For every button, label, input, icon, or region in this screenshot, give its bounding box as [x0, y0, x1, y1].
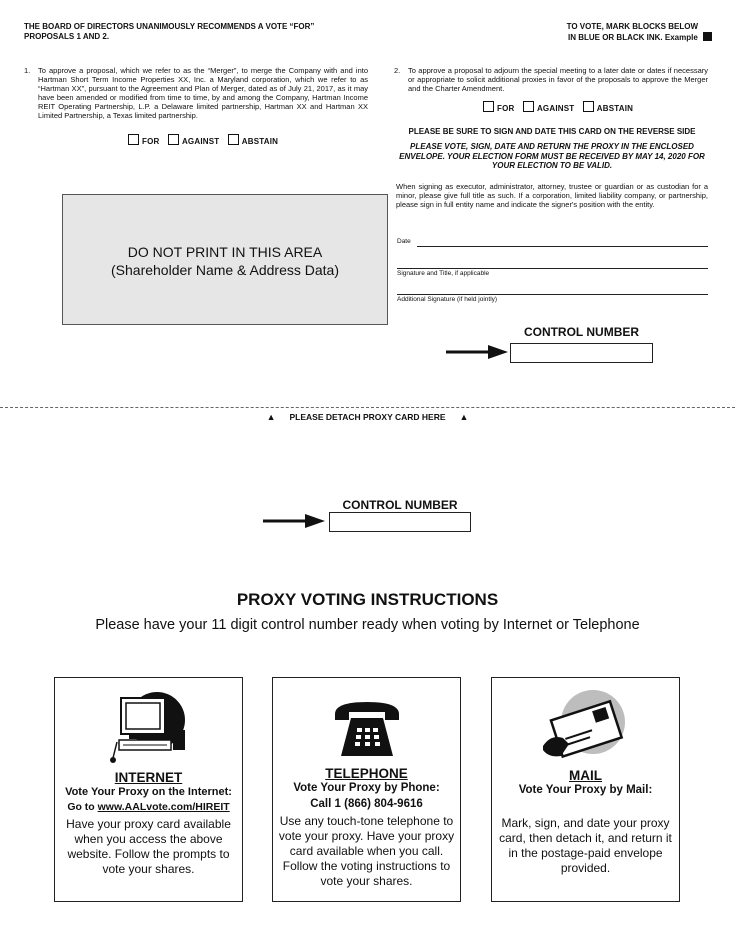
mail-description: Mark, sign, and date your proxy card, then detach it, and return it in the postage-paid envelope provided.: [499, 816, 672, 875]
telephone-icon: [331, 698, 403, 762]
date-line[interactable]: [417, 246, 708, 247]
example-filled-box: [703, 32, 712, 41]
mail-subtitle: Vote Your Proxy by Mail:: [518, 784, 653, 796]
control-number-field-bottom[interactable]: [329, 512, 471, 532]
control-number-label-top: CONTROL NUMBER: [523, 325, 640, 339]
detach-instruction: [0, 412, 735, 422]
additional-signature-label: Additional Signature (if held jointly): [397, 296, 498, 303]
proposal-1-for-label: FOR: [142, 137, 160, 146]
sign-notice: PLEASE BE SURE TO SIGN AND DATE THIS CARD ON THE REVERSE SIDE: [408, 127, 696, 136]
internet-goto-prefix: Go to: [67, 801, 98, 813]
address-area-line2: (Shareholder Name & Address Data): [111, 262, 339, 278]
proposal-1-against-checkbox[interactable]: [168, 134, 179, 145]
proposal-1-abstain-checkbox[interactable]: [228, 134, 239, 145]
proposal-1-abstain-label: ABSTAIN: [241, 137, 279, 146]
proposal-2-number: 2.: [394, 66, 401, 75]
vote-instructions-line1: TO VOTE, MARK BLOCKS BELOW: [566, 22, 698, 31]
internet-subtitle: Vote Your Proxy on the Internet:: [65, 786, 232, 798]
envelope-icon: [541, 688, 631, 764]
proposal-2-against-label: AGAINST: [536, 104, 575, 113]
proposal-2-abstain-checkbox[interactable]: [583, 101, 594, 112]
triangle-up-icon: ▲: [266, 412, 276, 422]
address-area-line1: DO NOT PRINT IN THIS AREA: [127, 244, 323, 260]
proposal-2-text: To approve a proposal to adjourn the special meeting to a later date or dates if necessary or appropriate to solicit additional proxies in favor of the proposals to approve the Merger and the Charter Amendment.: [408, 66, 708, 93]
instructions-title: PROXY VOTING INSTRUCTIONS: [236, 590, 499, 609]
internet-method-box: [54, 677, 243, 902]
proposal-1-number: 1.: [24, 66, 31, 75]
control-number-field-top[interactable]: [510, 343, 653, 363]
telephone-subtitle: Vote Your Proxy by Phone:: [293, 782, 440, 794]
telephone-description: Use any touch-tone telephone to vote your proxy. Have your proxy card available when you call. Follow the voting instructions to vote your shares.: [278, 814, 455, 888]
proposal-2-abstain-label: ABSTAIN: [596, 104, 634, 113]
signature-label: Signature and Title, if applicable: [397, 270, 490, 277]
signing-instructions: When signing as executor, administrator, attorney, trustee or guardian or as custodian for a minor, please give full title as such. If a corporation, limited liability company, or partnership, please sign in full entity name and indicate the signer's position with the entity.: [396, 182, 708, 209]
instructions-subtitle: Please have your 11 digit control number ready when voting by Internet or Telephone: [95, 617, 640, 633]
proposal-1-for-checkbox[interactable]: [128, 134, 139, 145]
internet-url-link[interactable]: www.AALvote.com/HIREIT: [97, 801, 230, 813]
detach-dotted-line: [0, 407, 735, 408]
mail-title: MAIL: [569, 768, 602, 783]
internet-goto: [55, 801, 242, 813]
date-label: Date: [397, 238, 411, 245]
arrow-right-icon: [446, 345, 508, 359]
board-recommendation-heading: THE BOARD OF DIRECTORS UNANIMOUSLY RECOMMENDS A VOTE “FOR” PROPOSALS 1 AND 2.: [24, 22, 315, 41]
triangle-up-icon: ▲: [459, 412, 469, 422]
computer-icon: [109, 690, 189, 766]
proposal-2-vote-options: [483, 101, 639, 113]
control-number-label-bottom: CONTROL NUMBER: [342, 498, 458, 512]
mail-method-box: [491, 677, 680, 902]
telephone-method-box: [272, 677, 461, 902]
shareholder-address-area: [62, 194, 388, 325]
proposal-2-against-checkbox[interactable]: [523, 101, 534, 112]
internet-title: INTERNET: [114, 770, 183, 785]
signature-line[interactable]: [397, 268, 708, 269]
proposal-1-vote-options: [128, 134, 284, 146]
internet-description: Have your proxy card available when you access the above website. Follow the prompts to vote your shares.: [66, 817, 231, 876]
proposal-2-for-checkbox[interactable]: [483, 101, 494, 112]
return-notice: PLEASE VOTE, SIGN, DATE AND RETURN THE PROXY IN THE ENCLOSED ENVELOPE. YOUR ELECTION FORM MUST BE RECEIVED BY MAY 14, 2020 FOR YOUR ELECTION TO BE VALID.: [399, 142, 705, 170]
telephone-title: TELEPHONE: [325, 766, 408, 781]
proposal-1-text: To approve a proposal, which we refer to as the “Merger”, to merge the Company with and into Hartman Short Term Income Properties XX, Inc. a Maryland corporation, which we refer to as “Hartman XX”, pursuant to the Agreement and Plan of Merger, dated as of July 21, 2017, as it may have been amended or modified from time to time, by and among the Company, Hartman Income REIT Operating Partnership, L.P. a Delaware limited partnership, Hartman XX and Hartman XX Limited Partnership, a Texas limited partnership.: [38, 66, 368, 120]
additional-signature-line[interactable]: [397, 294, 708, 295]
proposal-2-for-label: FOR: [497, 104, 515, 113]
vote-instructions-line2: IN BLUE OR BLACK INK. Example: [567, 32, 698, 42]
detach-label: PLEASE DETACH PROXY CARD HERE: [289, 412, 446, 422]
proposal-1-against-label: AGAINST: [181, 137, 220, 146]
vote-instructions-heading: [540, 22, 712, 42]
telephone-number[interactable]: Call 1 (866) 804-9616: [310, 798, 423, 810]
arrow-right-icon: [263, 514, 325, 528]
